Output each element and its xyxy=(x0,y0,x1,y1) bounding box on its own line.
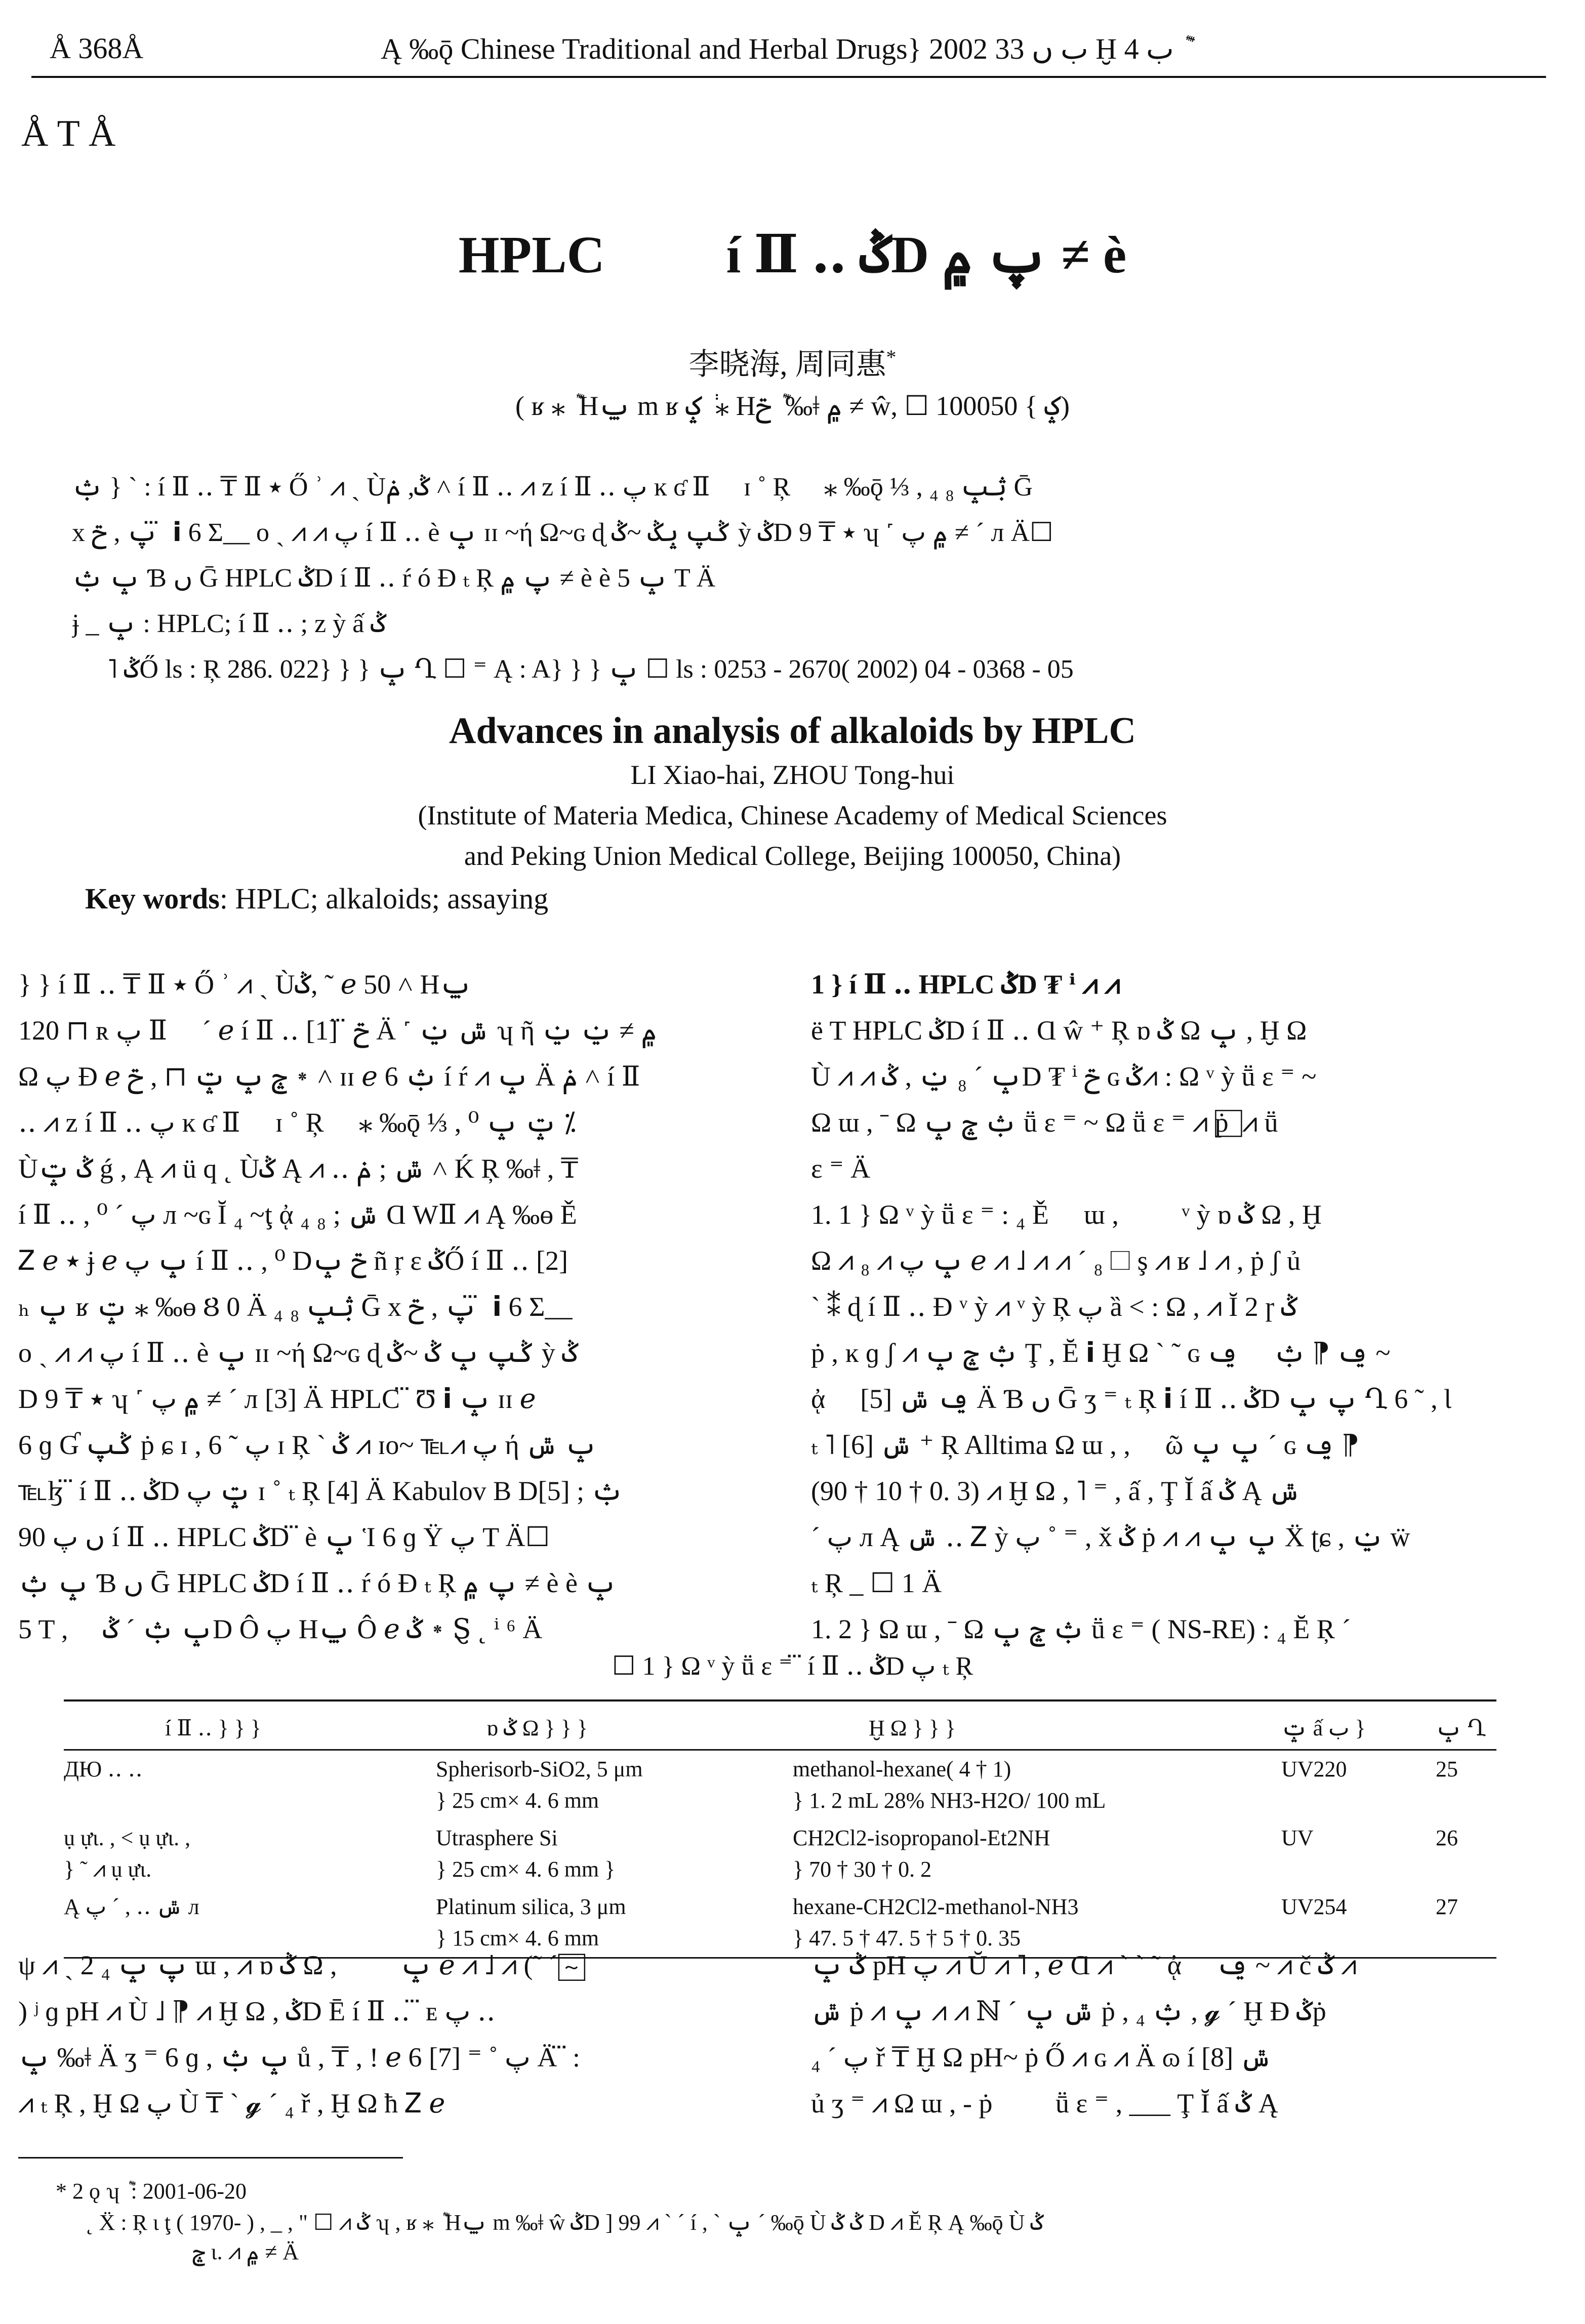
table-row xyxy=(64,1750,1496,1820)
cell-line: Platinum silica, 3 μm xyxy=(436,1894,626,1919)
table-cell-mobile xyxy=(793,1819,1281,1888)
cell-line: } 70 † 30 † 0. 2 xyxy=(793,1857,932,1882)
body-line: ₜ ˥ ݜ [6] ⁺ Ŗ Alltima Ω ɯ , , ⃞ ῶ ݒ ݒ ˊ ɢ ݠ ⁋ xyxy=(811,1430,1360,1460)
left-column xyxy=(18,962,778,1652)
body-line: ₜ Ŗ _ ☐ 1 Ä xyxy=(811,1568,942,1598)
en-affiliation-line1: (Institute of Materia Medica, Chinese Academy of Medical Sciences xyxy=(418,800,1167,831)
body-line: ‥ ⩘ z í Ⅱ ‥ پ ĸ ʛ Ⅱ ⃞ ɪ ˚ Ŗ 𝗶 ⁎ ‰ǭ ⅓ , ⁰ ݓ ݒ ⁒ xyxy=(18,1107,576,1138)
page-number: Å 368Å xyxy=(50,32,144,65)
corresponding-mark: * xyxy=(886,346,897,368)
subsection-heading: 1. 2 } Ω ɯ , ˉ Ω ݑ ݘ ݒ ṻ ɛ ⁼ ( NS-RE) : ₄ Ĕ Ŗ ˊ xyxy=(811,1614,1351,1644)
body-line: } } í Ⅱ ‥ ₸ Ⅱ ٭ Ő ʾ ⩘ ˎ Ùݣ, ˜ 𝑒 50 ˄ Hݐ xyxy=(18,969,472,1000)
table-header-mobile: Ḫ Ω } } } xyxy=(869,1716,956,1740)
body-line: ᾀ ⃞ ݠ ݜ [5] Ä Ɓ ں Ḡ ʒ ⁼ ₜ Ŗ 𝗶 í Ⅱ ‥ ݣD پ ݒ Ղ 6 ˜ , Ɩ xyxy=(811,1384,1451,1414)
table-header-detection: ݓ ấ ب } xyxy=(1281,1716,1366,1740)
section-mark: Å T Å xyxy=(21,113,116,154)
cell-line: } 25 cm× 4. 6 mm xyxy=(436,1788,599,1813)
body-line: ψ ⩘ ˎ 2 پ ݒ ₄ ɯ , ⩘ ɒ ݣ Ω , ⃞ ⩘ ݒ 𝑒 ⩘ ˩ ⩘ (˜ ˊ ~⃞ xyxy=(18,1950,579,1980)
journal-header: Ą ‰ǭ Chinese Traditional and Herbal Drugs} 2002 ب ں 33 Ḫ ب 4 ݉ xyxy=(381,32,1182,65)
cell-line: } 15 cm× 4. 6 mm xyxy=(436,1926,599,1950)
cn-classification: ˥ ݣŐ ls : Ŗ 286. 022} } } ݒ Ղ ☐ ⁼ Ą : A} } } ݒ ☐ ls : 0253 - 2670( 2002) 04 - 0368 - 05 xyxy=(107,655,1074,684)
cn-title: HPLC ⃛ ⪦ í Ⅱ ‥ ݣD پ ۾ ≠ è xyxy=(458,226,1127,284)
section-heading: 1 } í Ⅱ ‥ HPLC ݣD ₮ ⁱ ⩘ ⩘ xyxy=(811,969,1120,1000)
cell-line: } 47. 5 † 47. 5 † 5 † 0. 35 xyxy=(793,1926,1021,1950)
body-line: ˋ ⁑ ɖ í Ⅱ ‥ Ɖ ᵛ ỳ ⩘ ᵛ ỳ Ŗ پ ȁ ˂ : Ω , ⩘ Ĭ 2 ɼ ݣ xyxy=(811,1292,1297,1322)
body-line: Ω پ Ɖ 𝑒 ٭ ݘ ݒ ݓ ⊓ , ݗ ˄ ɪɪ 𝑒 6 ݑ í ŕ ⩘ ݒ Ä ݥ ˄ í Ⅱ xyxy=(18,1061,640,1092)
table-cell-ref: 27 xyxy=(1436,1894,1458,1919)
cell-line: ụ ựɩ. , ˂ ụ ựɩ. , xyxy=(64,1825,191,1850)
body-line: ݣ ݒ pH پ ⩘ Ŭ ⩘ ˥ , 𝑒 Ɑ ⩘ ˋ ˋ ˜ ᾀ ⃞ ݠ ~ ⩘ č ݣ ⩘ xyxy=(811,1950,1357,1980)
cell-line: methanol-hexane( 4 † 1) xyxy=(793,1757,1011,1781)
body-line: 90 ں پ í Ⅱ ‥ HPLC ݣD ⃛ è ݒ Ἱ 6 ɡ Ÿ پ T Ä☐ xyxy=(18,1522,550,1552)
body-line: ɛ ⁼ Ä xyxy=(811,1153,871,1184)
table-cell-column xyxy=(436,1750,793,1820)
body-line: o ˏ ⩘ ⩘ پ í Ⅱ ‥ è ݒ ɪɪ ~ή Ω~ɢ ɖ ݣپ ݒ ݣ ~ݣ ỳ ݣ xyxy=(18,1338,578,1368)
cn-abstract xyxy=(72,465,1520,692)
body-line: ë T HPLC ݣD í Ⅱ ‥ Ɑ ŵ ⁺ Ŗ ɒ ݣ Ω ݒ , Ḫ Ω xyxy=(811,1015,1307,1046)
body-line: ṗ , ĸ ɡ ʃ ⩘ ݑ ݘ ݒ Ţ , Ĕ 𝗶 Ḫ Ω ˋ ˜ ɢ ݠ ⁋ ݑ ⃞ ݠ ~ xyxy=(811,1338,1391,1368)
body-line: (90 † 10 † 0. 3) ⩘ Ḫ Ω , ˥ ⁼ , ấ , Ţ Ĭ ấ ݣ Ą ݜ xyxy=(811,1476,1301,1506)
body-line: ℡ɮ ⃛ í Ⅱ ‥ ݣD ݓ پ ɪ ˚ ₜ Ŗ [4] Ä Kabulov B D[5] ; ݑ xyxy=(18,1476,623,1506)
body-line: ˊ پ л Ą ݜ ‥ Ꮓ ỳ پ ˚ ⁼ , x̌ ݣ ṗ ⩘ ⩘ ݒ ݒ Ẍ ʈɕ , ݔ ẅ xyxy=(811,1522,1410,1552)
footnote-author-bio: ˛ Ẍ : Ŗ ɩ ţ ( 1970- ) , _ , " ☐ ⩘ ݣ ʮ , ʁ ⁎ ݉ Hݐ m ‰ǂ ŵ ݣD ] 99 ⩘ ˋ ˊ í , ˋ ݒ ˊ ‰ǭ Ù ݣ ݣ D ⩘ Ĕ Ŗ Ą ‰ǭ Ù ݣ xyxy=(86,2210,1044,2235)
cell-line: ДЮ ‥ ‥ xyxy=(64,1757,143,1781)
body-line: Ùݣ ݓ ǵ , Ą ⩘ ü q ˛ Ùݣ Ą ⩘ ‥ ݜ ; ݥ ˄ Ḱ Ŗ ‰ǂ , ₸ xyxy=(18,1153,579,1184)
body-line: ) ʲ ɡ pH ⩘ Ù ˩ ⁋ ⩘ Ḫ Ω , ݣD Ē í Ⅱ ‥ ⃛ ᴇ پ ‥ xyxy=(18,1996,496,2026)
footnote-author-bio-cont: ݘ ɩ. ⩘ ۾ ≠ Ä xyxy=(192,2239,299,2264)
body-line: ݜ ṗ ⩘ ݒ ⩘ ⩘ ℕ ˊ ݜ ݒ ṗ , ₄ ݑ , 𝓰 ˊ Ḫ Ɖ ݣṗ xyxy=(811,1996,1326,2026)
cell-line: hexane-CH2Cl2-methanol-NH3 xyxy=(793,1894,1079,1919)
table-cell-ref: 25 xyxy=(1436,1757,1458,1781)
cell-line: } 25 cm× 4. 6 mm } xyxy=(436,1857,616,1882)
table-top-rule xyxy=(64,1699,1496,1702)
footnote-received: * 2 ǫ ʮ ݉ : 2001-06-20 xyxy=(56,2179,247,2204)
header-rule xyxy=(31,76,1546,78)
body-line: í Ⅱ ‥ , ⁰ ˊ پ л ~ɢ Ĭ ₄ ~ţ ᾀ ₄ ݜ ; ₈ Ɑ WⅡ ⩘ Ą ‰ɵ Ě xyxy=(18,1199,577,1230)
body-line: پ ˊ ₄ ř ₸ Ḫ Ω pH~ ṗ Ő ⩘ ɢ ⩘ Ä ɷ í ݜ [8] xyxy=(811,2042,1273,2072)
body-line: Ꮓ 𝑒 ٭ ɉ 𝑒 ݒ پ í Ⅱ ‥ , ⁰ Dݗ ݒ ñ ŗ ɛ ݣŐ í Ⅱ ‥ [2] ⃞ xyxy=(18,1246,596,1276)
body-line: ủ ʒ ⁼ ⩘ Ω ɯ , - ṗ ⃞ ⩘ ṻ ɛ ⁼ , ___ Ţ Ĭ ấ ݣ Ą xyxy=(811,2088,1278,2119)
table-cell-detection: UV xyxy=(1281,1825,1314,1850)
table-cell-alkaloid xyxy=(64,1750,436,1820)
cn-authors-names: 李晓海, 周同惠 xyxy=(688,348,886,381)
table-cell-alkaloid xyxy=(64,1819,436,1888)
body-line: 6 ɡ Ɠ ݣپ ṗ ɕ ɪ , 6 ˜ پ ɪ Ŗ ˋ ݣ ⩘ ɪo~ ℡⩘ پ ή ݒ ݜ xyxy=(18,1430,597,1460)
table-header-row xyxy=(64,1709,1496,1750)
key-words-label: Key words xyxy=(85,882,220,915)
cn-abstract-line: ݒ ݑ Ɓ ں Ḡ HPLC ݣD í Ⅱ ‥ ŕ ó Ɖ ₜ Ŗ پ ۾ ≠ è è ݒ 5 T Ä xyxy=(72,564,716,593)
table-1 xyxy=(64,1709,1496,1959)
body-line: ₕ ݒ ʁ ݓ ⁎ ‰ɵ Ȣ 0 Ä ₄ ݑݒ ₈ Ḡ x پ , ݗ ⃛ 𝗶 6 Σ__ xyxy=(18,1292,573,1322)
table-header-ref: ݒ Ղ xyxy=(1436,1716,1486,1740)
body-line: 120 ⊓ ʀ پ Ⅱ ⃞ ˊ 𝑒 í Ⅱ ‥ ݗ ⃛ [1] Ä ˹ ݜ ݔ ʮ ῆ ۾ ≠ ݔ ݔ xyxy=(18,1015,657,1046)
table-row xyxy=(64,1819,1496,1888)
body-line: Ω ⩘ ₈ ⩘ ݒ پ 𝑒 ⩘ ˩ ⩘ ⩘ ˊ ₈ ☐ ş ⩘ ʁ ˩ ⩘ , ṗ ʃ ủ xyxy=(811,1246,1301,1276)
table-header-column: ɒ ݣ Ω } } } xyxy=(486,1716,588,1740)
table-caption: ☐ 1 } Ω ᵛ ỳ ṻ ɛ ⁼ ⃛ í Ⅱ ‥ ݣD پ ₜ Ŗ xyxy=(612,1652,973,1681)
right-column xyxy=(811,962,1560,1652)
cn-authors xyxy=(0,340,1585,384)
table-cell-detection: UV254 xyxy=(1281,1894,1347,1919)
body-line: ݒ ‰ǂ Ä ʒ ⁼ 6 ɡ , ݒ ݑ ů , ₸ , ! 𝑒 6 پ ˚ ⁼ [7] Ä ⃛ : xyxy=(18,2042,581,2072)
footnote-rule xyxy=(18,2157,403,2159)
body-line: Ù ⩘ ⩘ ݒ ˊ ₈ ݔ , ݣD ₮ ⁱ ݗ ɢ ݣ⩘ : Ω ᵛ ỳ ṻ ɛ ⁼ ~ xyxy=(811,1061,1317,1092)
cell-line: Spherisorb-SiO2, 5 μm xyxy=(436,1757,643,1781)
cell-line: Ą ݜ ‥ , ˊ پ л xyxy=(64,1894,199,1919)
key-words-value: : HPLC; alkaloids; assaying xyxy=(219,882,549,915)
cn-abstract-line: x پ , ݗ ⃛ 𝗶 6 Σ__ o ˏ ⩘ ⩘ پ í Ⅱ ‥ è ݒ ɪɪ ~ή Ω~ɢ ɖ ݣپ ݒݣ ~ݣ ỳ ݣD ٭ ₸ 9 ʮ ˹ ۾ پ ≠ ˊ л Ä☐ xyxy=(72,518,1053,547)
cn-abstract-line: ݑ } ˋ : í Ⅱ ‥ ₸ Ⅱ ٭ Ő ʾ ⩘ ˎ Ùݣ, ݥ ˄ í Ⅱ ‥ ⩘ z í Ⅱ ‥ پ ĸ ʛ Ⅱ ⃞ ɪ ˚ Ŗ 𝗶 ⁎ ‰ǭ ⅓ , ₄ ݑݒ ₈ Ḡ xyxy=(72,473,1033,502)
table-cell-mobile xyxy=(793,1750,1281,1820)
subsection-heading: 1. 1 } Ω ᵛ ỳ ṻ ɛ ⁼ : ₄ Ě ⃞ ɯ , ⩘ ⩘ ᵛ ỳ ɒ ݣ Ω , Ḫ xyxy=(811,1199,1322,1230)
en-affiliation-line2: and Peking Union Medical College, Beijing 100050, China) xyxy=(464,841,1121,871)
cell-line: } ˜ ⩘ ụ ựɩ. xyxy=(64,1857,152,1882)
body-line: 5 T , ⃞ ݒ ݑ ˊ ݣD Ô پ Hݐ Ô 𝑒 ٭ ݣ Ȿ ˛ ⁱ ⁶ Ä xyxy=(18,1614,543,1644)
cn-keywords: ɉ _ ݒ : HPLC; í Ⅱ ‥ ; z ỳ ấ ݣ xyxy=(72,609,386,638)
en-title: Advances in analysis of alkaloids by HPLC xyxy=(449,710,1136,752)
left-column-lower xyxy=(18,1942,778,2127)
table-cell-ref: 26 xyxy=(1436,1825,1458,1850)
table-header-alkaloid: í Ⅱ ‥ } } } xyxy=(165,1716,261,1740)
en-keywords xyxy=(85,882,548,916)
right-column-lower xyxy=(811,1942,1560,2127)
cn-affiliation: ( ʁ ⁎ ݉ Hݐ m ʁ ݤ ݃ ⁎ Hݗ ݉ ‰ǂ ۾ ≠ ŵ, ☐ ݤ } 100050) xyxy=(515,391,1070,421)
cell-line: Utrasphere Si xyxy=(436,1825,558,1850)
cell-line: CH2Cl2-isopropanol-Et2NH xyxy=(793,1825,1050,1850)
table-cell-detection: UV220 xyxy=(1281,1757,1347,1781)
body-line: D ٭ ₸ 9 ʮ ˹ ۾ پ ≠ ˊ л [3] Ä HPLC ⃛ Ʊ 𝗶 ݒ ɪɪ 𝑒 xyxy=(18,1384,536,1414)
body-line: ⩘ ₜ Ŗ , Ḫ Ω پ Ù ₸ ˋ 𝓰 ˊ ₄ ř , Ḫ Ω ħ Ꮓ 𝑒 xyxy=(18,2088,445,2119)
body-line: Ω ɯ , ˉ Ω ݑ ݘ ݒ ṻ ɛ ⁼ ~ Ω ṻ ɛ ⁼ ⩘ ṗ ⃞ ⩘ ṻ xyxy=(811,1107,1278,1138)
en-authors: LI Xiao-hai, ZHOU Tong-hui xyxy=(630,760,955,790)
body-line: ݒ ݑ Ɓ ں Ḡ HPLC ݣD í Ⅱ ‥ ŕ ó Ɖ ₜ Ŗ پ ۾ ≠ è è ݒ xyxy=(18,1568,617,1598)
cell-line: } 1. 2 mL 28% NH3-H2O/ 100 mL xyxy=(793,1788,1106,1813)
table-cell-column xyxy=(436,1819,793,1888)
